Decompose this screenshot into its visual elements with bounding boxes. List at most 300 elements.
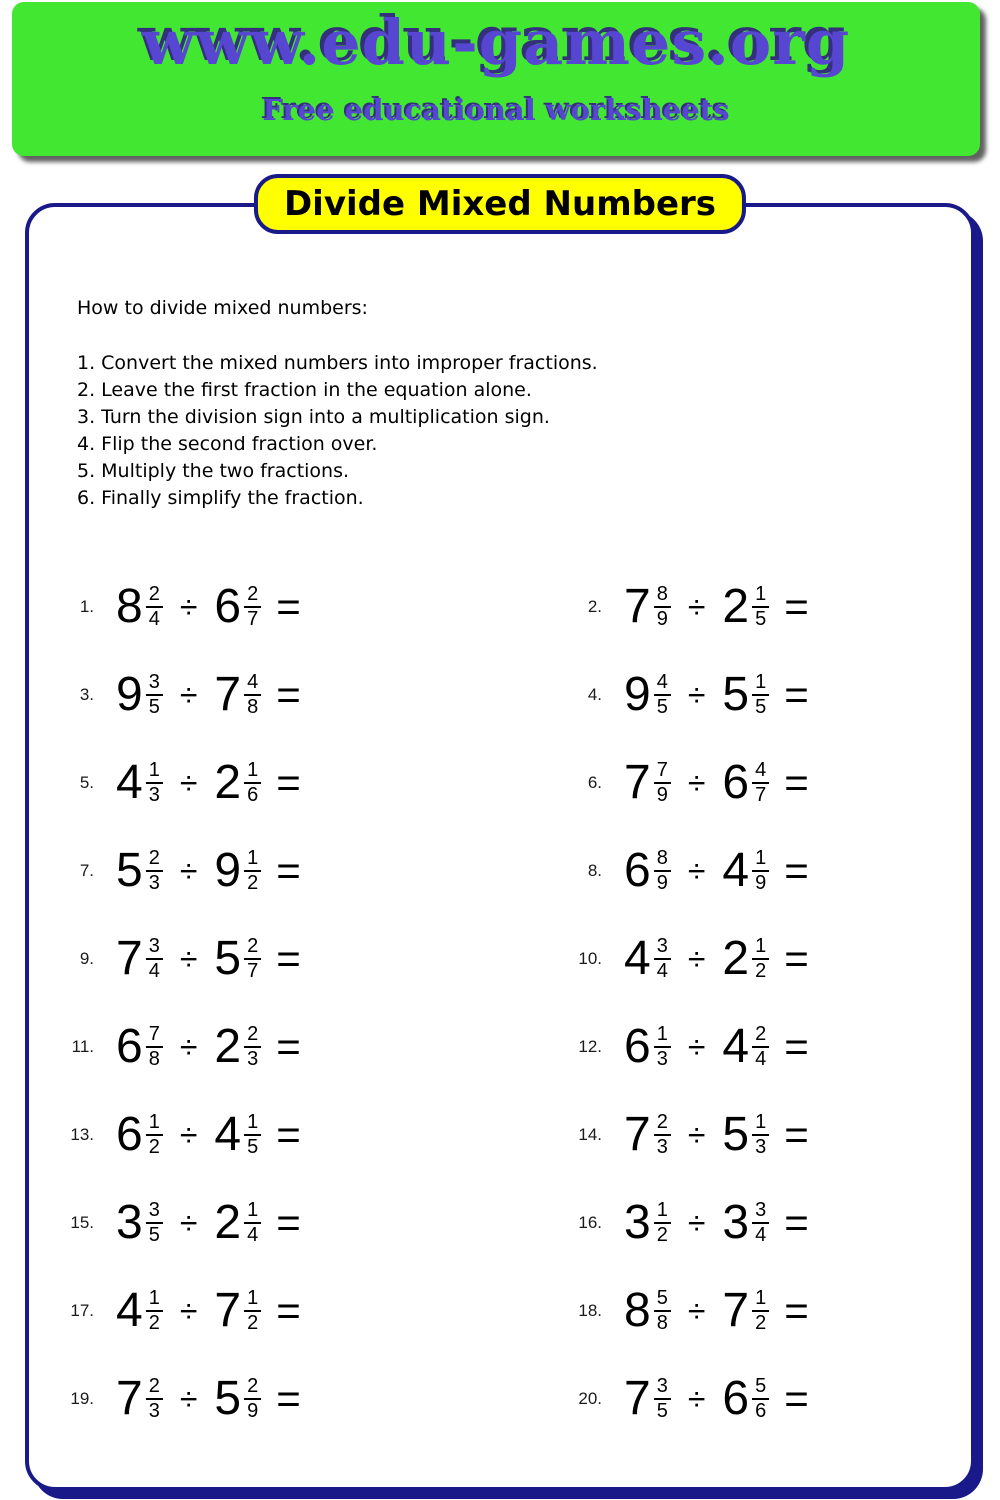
mixed-number-first: [116, 668, 163, 721]
problem-number: 3.: [79, 685, 94, 704]
whole-number: 7: [116, 932, 143, 985]
fraction-denominator: 3: [656, 1136, 668, 1158]
problem-row: [500, 1284, 950, 1337]
problem-expression: [624, 668, 809, 721]
whole-number: 5: [116, 844, 143, 897]
division-sign: ÷: [179, 589, 198, 625]
fraction-denominator: 7: [247, 608, 259, 630]
fraction: [146, 1200, 163, 1246]
problem-row: [50, 844, 500, 897]
equals-sign: =: [784, 759, 809, 806]
fraction-denominator: 5: [148, 696, 160, 718]
mixed-number-second: [722, 756, 769, 809]
equals-sign: =: [276, 1287, 301, 1334]
division-sign: ÷: [687, 941, 706, 977]
fraction-denominator: 8: [247, 696, 259, 718]
whole-number: 3: [722, 1196, 750, 1249]
fraction-denominator: 2: [247, 1312, 259, 1334]
fraction: [752, 760, 769, 806]
division-sign: ÷: [687, 1117, 706, 1153]
fraction-denominator: 5: [148, 1224, 160, 1246]
problem-number: 6.: [587, 773, 602, 792]
mixed-number-first: [624, 1020, 671, 1073]
mixed-number-first: [116, 1196, 163, 1249]
division-sign: ÷: [179, 677, 198, 713]
problem-row: [500, 1372, 950, 1425]
fraction-denominator: 7: [755, 784, 767, 806]
problem-number: 20.: [578, 1389, 602, 1408]
fraction: [752, 1376, 769, 1422]
equals-sign: =: [276, 583, 301, 630]
fraction-numerator: 1: [654, 1024, 671, 1048]
equals-sign: =: [276, 1199, 301, 1246]
problem-row: [50, 1372, 500, 1425]
problem-expression: [624, 580, 809, 633]
fraction: [244, 848, 261, 894]
fraction-numerator: 1: [244, 760, 261, 784]
whole-number: 4: [722, 844, 750, 897]
mixed-number-first: [624, 756, 671, 809]
fraction-denominator: 3: [755, 1136, 767, 1158]
fraction-numerator: 1: [752, 672, 769, 696]
fraction-denominator: 9: [656, 872, 668, 894]
whole-number: 9: [116, 668, 143, 721]
whole-number: 6: [624, 844, 651, 897]
problem-expression: [116, 668, 301, 721]
mixed-number-second: [722, 1020, 769, 1073]
whole-number: 7: [624, 580, 651, 633]
fraction: [244, 760, 261, 806]
problem-expression: [116, 1284, 301, 1337]
fraction-numerator: 2: [244, 1024, 261, 1048]
fraction-denominator: 6: [755, 1400, 767, 1422]
header-banner: [12, 2, 980, 156]
mixed-number-first: [624, 1196, 671, 1249]
whole-number: 7: [722, 1284, 750, 1337]
problem-row: [500, 668, 950, 721]
problem-number: 18.: [578, 1301, 602, 1320]
fraction-denominator: 9: [656, 784, 668, 806]
whole-number: 2: [722, 932, 750, 985]
fraction-denominator: 9: [247, 1400, 259, 1422]
fraction-numerator: 1: [244, 848, 261, 872]
whole-number: 7: [624, 756, 651, 809]
fraction-numerator: 2: [244, 936, 261, 960]
worksheet-title: Divide Mixed Numbers: [283, 184, 717, 224]
fraction-denominator: 9: [656, 608, 668, 630]
fraction-numerator: 1: [146, 760, 163, 784]
mixed-number-second: [214, 1020, 261, 1073]
equals-sign: =: [784, 1199, 809, 1246]
problem-row: [50, 932, 500, 985]
problem-number: 12.: [578, 1037, 602, 1056]
fraction-denominator: 8: [148, 1048, 160, 1070]
fraction-numerator: 1: [244, 1288, 261, 1312]
fraction-numerator: 1: [146, 1112, 163, 1136]
mixed-number-first: [116, 1284, 163, 1337]
equals-sign: =: [276, 847, 301, 894]
fraction-denominator: 4: [148, 608, 160, 630]
fraction-denominator: 6: [247, 784, 259, 806]
worksheet-panel: [25, 203, 975, 1491]
fraction: [654, 584, 671, 630]
equals-sign: =: [276, 759, 301, 806]
mixed-number-second: [214, 1108, 261, 1161]
equals-sign: =: [784, 583, 809, 630]
problem-expression: [624, 932, 809, 985]
mixed-number-second: [722, 1196, 769, 1249]
whole-number: 6: [722, 1372, 750, 1425]
instruction-step: 4. Flip the second fraction over.: [77, 433, 378, 455]
fraction-numerator: 5: [654, 1288, 671, 1312]
problem-number: 1.: [79, 597, 94, 616]
equals-sign: =: [784, 935, 809, 982]
mixed-number-second: [214, 580, 261, 633]
fraction: [654, 1112, 671, 1158]
fraction-numerator: 2: [146, 584, 163, 608]
fraction: [244, 1024, 261, 1070]
fraction-numerator: 1: [752, 848, 769, 872]
problem-number: 16.: [578, 1213, 602, 1232]
equals-sign: =: [276, 1111, 301, 1158]
fraction-numerator: 1: [752, 584, 769, 608]
problem-row: [50, 1020, 500, 1073]
problem-number: 7.: [79, 861, 94, 880]
fraction: [654, 848, 671, 894]
fraction-denominator: 4: [148, 960, 160, 982]
mixed-number-first: [624, 580, 671, 633]
problem-number: 8.: [587, 861, 602, 880]
fraction-numerator: 3: [654, 1376, 671, 1400]
mixed-number-first: [624, 1372, 671, 1425]
division-sign: ÷: [179, 765, 198, 801]
equals-sign: =: [784, 1287, 809, 1334]
whole-number: 8: [624, 1284, 651, 1337]
problem-number: 19.: [70, 1389, 94, 1408]
problem-expression: [116, 844, 301, 897]
whole-number: 8: [116, 580, 143, 633]
fraction-denominator: 3: [148, 872, 160, 894]
fraction: [146, 760, 163, 806]
division-sign: ÷: [687, 1381, 706, 1417]
problem-row: [500, 580, 950, 633]
whole-number: 3: [116, 1196, 143, 1249]
fraction: [752, 584, 769, 630]
fraction: [146, 584, 163, 630]
mixed-number-first: [116, 932, 163, 985]
problem-number: 14.: [578, 1125, 602, 1144]
fraction-numerator: 1: [752, 936, 769, 960]
fraction-denominator: 4: [656, 960, 668, 982]
problem-row: [500, 756, 950, 809]
fraction-numerator: 7: [146, 1024, 163, 1048]
fraction: [244, 1376, 261, 1422]
instruction-step: 1. Convert the mixed numbers into improper fractions.: [77, 352, 598, 374]
whole-number: 5: [722, 668, 750, 721]
problem-expression: [116, 1020, 301, 1073]
problem-expression: [116, 1196, 301, 1249]
whole-number: 5: [214, 932, 242, 985]
whole-number: 7: [214, 668, 242, 721]
whole-number: 7: [116, 1372, 143, 1425]
problem-expression: [116, 1108, 301, 1161]
whole-number: 2: [722, 580, 750, 633]
mixed-number-first: [116, 844, 163, 897]
problem-row: [50, 1284, 500, 1337]
fraction-numerator: 2: [244, 584, 261, 608]
fraction-denominator: 3: [247, 1048, 259, 1070]
fraction-denominator: 2: [755, 1312, 767, 1334]
fraction-denominator: 9: [755, 872, 767, 894]
fraction-numerator: 1: [752, 1288, 769, 1312]
mixed-number-second: [722, 668, 769, 721]
fraction: [244, 584, 261, 630]
division-sign: ÷: [179, 1029, 198, 1065]
whole-number: 4: [624, 932, 651, 985]
whole-number: 7: [624, 1108, 651, 1161]
whole-number: 5: [722, 1108, 750, 1161]
fraction-numerator: 8: [654, 584, 671, 608]
problem-expression: [116, 932, 301, 985]
fraction: [654, 936, 671, 982]
equals-sign: =: [276, 671, 301, 718]
problem-row: [500, 1108, 950, 1161]
instruction-step: 2. Leave the first fraction in the equation alone.: [77, 379, 532, 401]
problem-expression: [624, 756, 809, 809]
problem-expression: [624, 1372, 809, 1425]
problem-row: [50, 668, 500, 721]
equals-sign: =: [276, 1023, 301, 1070]
fraction: [654, 760, 671, 806]
fraction-numerator: 1: [244, 1200, 261, 1224]
problem-number: 10.: [578, 949, 602, 968]
equals-sign: =: [276, 1375, 301, 1422]
mixed-number-first: [624, 668, 671, 721]
fraction-numerator: 5: [752, 1376, 769, 1400]
problem-expression: [624, 1020, 809, 1073]
fraction-denominator: 5: [755, 608, 767, 630]
fraction: [146, 672, 163, 718]
mixed-number-second: [722, 580, 769, 633]
fraction-denominator: 2: [656, 1224, 668, 1246]
equals-sign: =: [784, 671, 809, 718]
problem-expression: [624, 1284, 809, 1337]
fraction-denominator: 7: [247, 960, 259, 982]
problem-number: 4.: [587, 685, 602, 704]
equals-sign: =: [784, 1111, 809, 1158]
problem-expression: [116, 1372, 301, 1425]
instruction-step: 6. Finally simplify the fraction.: [77, 487, 364, 509]
mixed-number-second: [722, 932, 769, 985]
fraction: [146, 848, 163, 894]
whole-number: 7: [624, 1372, 651, 1425]
mixed-number-second: [722, 1372, 769, 1425]
fraction-numerator: 2: [244, 1376, 261, 1400]
mixed-number-first: [116, 756, 163, 809]
division-sign: ÷: [687, 589, 706, 625]
problem-row: [500, 1020, 950, 1073]
fraction: [752, 1112, 769, 1158]
fraction-numerator: 2: [752, 1024, 769, 1048]
fraction-numerator: 7: [654, 760, 671, 784]
fraction: [146, 1112, 163, 1158]
mixed-number-second: [214, 756, 261, 809]
fraction: [244, 1200, 261, 1246]
fraction: [752, 936, 769, 982]
instructions-heading: How to divide mixed numbers:: [77, 297, 368, 319]
mixed-number-first: [624, 1108, 671, 1161]
site-tagline: Free educational worksheets: [262, 93, 730, 127]
whole-number: 6: [214, 580, 242, 633]
whole-number: 4: [214, 1108, 242, 1161]
fraction-denominator: 2: [148, 1312, 160, 1334]
fraction-numerator: 4: [752, 760, 769, 784]
division-sign: ÷: [179, 853, 198, 889]
problem-row: [50, 580, 500, 633]
equals-sign: =: [784, 847, 809, 894]
mixed-number-second: [722, 844, 769, 897]
fraction: [654, 672, 671, 718]
instruction-steps: [77, 350, 598, 512]
fraction-numerator: 3: [146, 936, 163, 960]
fraction-denominator: 4: [247, 1224, 259, 1246]
whole-number: 2: [214, 756, 242, 809]
fraction-numerator: 1: [752, 1112, 769, 1136]
fraction: [244, 1112, 261, 1158]
problem-expression: [624, 844, 809, 897]
problem-row: [50, 1108, 500, 1161]
mixed-number-second: [214, 844, 261, 897]
whole-number: 4: [116, 1284, 143, 1337]
mixed-number-second: [214, 932, 261, 985]
fraction-numerator: 3: [752, 1200, 769, 1224]
whole-number: 6: [722, 756, 750, 809]
fraction-numerator: 1: [244, 1112, 261, 1136]
fraction: [146, 1024, 163, 1070]
division-sign: ÷: [179, 1293, 198, 1329]
problem-row: [50, 756, 500, 809]
problem-number: 5.: [79, 773, 94, 792]
mixed-number-first: [116, 1372, 163, 1425]
fraction: [654, 1376, 671, 1422]
fraction: [244, 672, 261, 718]
fraction-numerator: 2: [654, 1112, 671, 1136]
whole-number: 2: [214, 1196, 242, 1249]
division-sign: ÷: [687, 853, 706, 889]
fraction-denominator: 5: [247, 1136, 259, 1158]
mixed-number-first: [624, 1284, 671, 1337]
mixed-number-first: [116, 1020, 163, 1073]
whole-number: 4: [722, 1020, 750, 1073]
fraction-denominator: 2: [148, 1136, 160, 1158]
fraction-numerator: 1: [654, 1200, 671, 1224]
fraction-numerator: 2: [146, 848, 163, 872]
whole-number: 4: [116, 756, 143, 809]
fraction-numerator: 4: [654, 672, 671, 696]
problem-row: [500, 844, 950, 897]
fraction-denominator: 5: [755, 696, 767, 718]
instruction-step: 5. Multiply the two fractions.: [77, 460, 350, 482]
instructions-block: [77, 295, 598, 512]
equals-sign: =: [784, 1023, 809, 1070]
problem-expression: [624, 1108, 809, 1161]
fraction: [146, 1376, 163, 1422]
fraction: [752, 1288, 769, 1334]
fraction: [752, 848, 769, 894]
fraction: [146, 936, 163, 982]
fraction: [244, 1288, 261, 1334]
fraction-numerator: 4: [244, 672, 261, 696]
problem-number: 15.: [70, 1213, 94, 1232]
site-title: www.edu-games.org: [141, 6, 851, 79]
mixed-number-second: [214, 668, 261, 721]
problem-number: 17.: [70, 1301, 94, 1320]
fraction: [752, 1200, 769, 1246]
mixed-number-second: [214, 1196, 261, 1249]
problem-row: [500, 932, 950, 985]
fraction-numerator: 3: [654, 936, 671, 960]
worksheet-title-box: [254, 174, 746, 234]
mixed-number-second: [214, 1372, 261, 1425]
mixed-number-second: [722, 1284, 769, 1337]
mixed-number-first: [116, 1108, 163, 1161]
fraction-denominator: 8: [656, 1312, 668, 1334]
fraction-denominator: 2: [247, 872, 259, 894]
equals-sign: =: [784, 1375, 809, 1422]
division-sign: ÷: [179, 1205, 198, 1241]
whole-number: 6: [624, 1020, 651, 1073]
fraction-denominator: 4: [755, 1048, 767, 1070]
whole-number: 9: [214, 844, 242, 897]
fraction-numerator: 8: [654, 848, 671, 872]
division-sign: ÷: [687, 1205, 706, 1241]
problem-expression: [116, 580, 301, 633]
mixed-number-first: [624, 844, 671, 897]
division-sign: ÷: [179, 1381, 198, 1417]
fraction: [752, 1024, 769, 1070]
fraction-denominator: 3: [148, 1400, 160, 1422]
fraction-denominator: 5: [656, 696, 668, 718]
fraction: [654, 1024, 671, 1070]
fraction-denominator: 3: [148, 784, 160, 806]
fraction: [654, 1200, 671, 1246]
fraction: [244, 936, 261, 982]
fraction-denominator: 2: [755, 960, 767, 982]
problem-row: [50, 1196, 500, 1249]
whole-number: 7: [214, 1284, 242, 1337]
fraction: [752, 672, 769, 718]
division-sign: ÷: [179, 941, 198, 977]
fraction: [654, 1288, 671, 1334]
fraction-numerator: 1: [146, 1288, 163, 1312]
whole-number: 5: [214, 1372, 242, 1425]
problem-number: 13.: [70, 1125, 94, 1144]
division-sign: ÷: [687, 1293, 706, 1329]
whole-number: 6: [116, 1108, 143, 1161]
division-sign: ÷: [687, 765, 706, 801]
division-sign: ÷: [179, 1117, 198, 1153]
whole-number: 9: [624, 668, 651, 721]
mixed-number-first: [624, 932, 671, 985]
fraction-numerator: 3: [146, 672, 163, 696]
mixed-number-second: [214, 1284, 261, 1337]
fraction: [146, 1288, 163, 1334]
problem-row: [500, 1196, 950, 1249]
mixed-number-second: [722, 1108, 769, 1161]
fraction-numerator: 2: [146, 1376, 163, 1400]
problems-grid: [50, 563, 950, 1443]
whole-number: 3: [624, 1196, 651, 1249]
